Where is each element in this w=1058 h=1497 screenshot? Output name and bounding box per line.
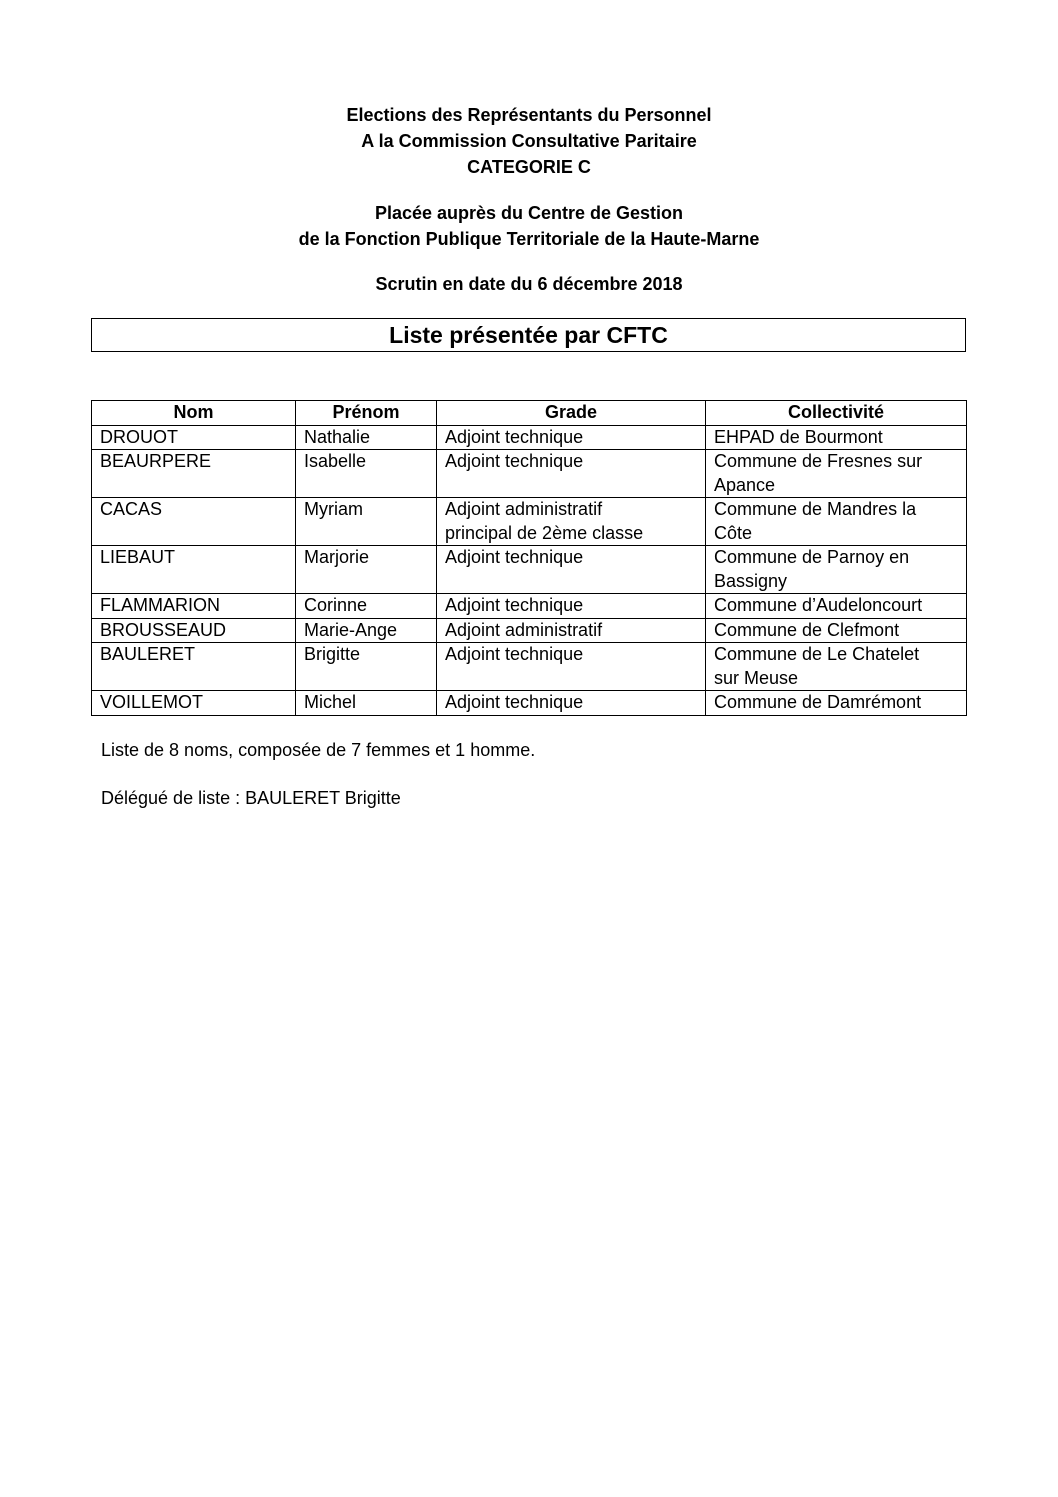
list-composition-note: Liste de 8 noms, composée de 7 femmes et 1 homme. [101,740,536,760]
cell-grade: Adjoint technique [437,425,706,450]
cell-collectivite: Commune de Parnoy en Bassigny [706,546,967,594]
commission-title-line: A la Commission Consultative Paritaire [361,131,697,151]
cell-prenom: Myriam [296,498,437,546]
election-title-line: Elections des Représentants du Personnel [346,105,712,125]
table-row [92,594,967,619]
cell-prenom: Brigitte [296,643,437,691]
cell-collectivite: Commune de Le Chatelet sur Meuse [706,643,967,691]
table-row [92,546,967,594]
cell-grade: Adjoint technique [437,450,706,498]
management-centre-line: Placée auprès du Centre de Gestion [374,203,684,223]
cell-collectivite: EHPAD de Bourmont [706,425,967,450]
cell-nom: BROUSSEAUD [92,618,296,643]
cell-prenom: Corinne [296,594,437,619]
list-delegate-note: Délégué de liste : BAULERET Brigitte [101,788,401,808]
cell-prenom: Michel [296,691,437,716]
cell-nom: BEAURPERE [92,450,296,498]
table-row [92,450,967,498]
table-row [92,498,967,546]
management-centre-block [0,200,1058,252]
header-collectivite: Collectivité [706,401,967,426]
cell-grade: Adjoint administratif principal de 2ème classe [437,498,706,546]
table-header-row [92,401,967,426]
ballot-date-line: Scrutin en date du 6 décembre 2018 [375,274,683,294]
cell-grade: Adjoint technique [437,546,706,594]
cell-prenom: Marie-Ange [296,618,437,643]
cell-prenom: Marjorie [296,546,437,594]
cell-grade: Adjoint technique [437,691,706,716]
table-row [92,425,967,450]
cell-collectivite: Commune de Fresnes sur Apance [706,450,967,498]
header-grade: Grade [437,401,706,426]
header-nom: Nom [92,401,296,426]
header-prenom: Prénom [296,401,437,426]
cell-prenom: Isabelle [296,450,437,498]
category-line: CATEGORIE C [467,157,591,177]
election-title-block [0,102,1058,180]
cell-grade: Adjoint administratif [437,618,706,643]
cell-nom: CACAS [92,498,296,546]
cell-nom: LIEBAUT [92,546,296,594]
table-row [92,618,967,643]
cell-collectivite: Commune de Clefmont [706,618,967,643]
public-service-line: de la Fonction Publique Territoriale de la Haute-Marne [298,229,760,249]
cell-nom: VOILLEMOT [92,691,296,716]
cell-collectivite: Commune de Damrémont [706,691,967,716]
cell-nom: FLAMMARION [92,594,296,619]
ballot-date-block [0,271,1058,297]
cell-collectivite: Commune de Mandres la Côte [706,498,967,546]
cell-nom: DROUOT [92,425,296,450]
table-row [92,643,967,691]
list-title: Liste présentée par CFTC [389,322,668,348]
cell-grade: Adjoint technique [437,643,706,691]
cell-grade: Adjoint technique [437,594,706,619]
table-row [92,691,967,716]
cell-collectivite: Commune d’Audeloncourt [706,594,967,619]
list-title-box [91,318,966,352]
candidates-table [91,400,967,716]
cell-prenom: Nathalie [296,425,437,450]
cell-nom: BAULERET [92,643,296,691]
